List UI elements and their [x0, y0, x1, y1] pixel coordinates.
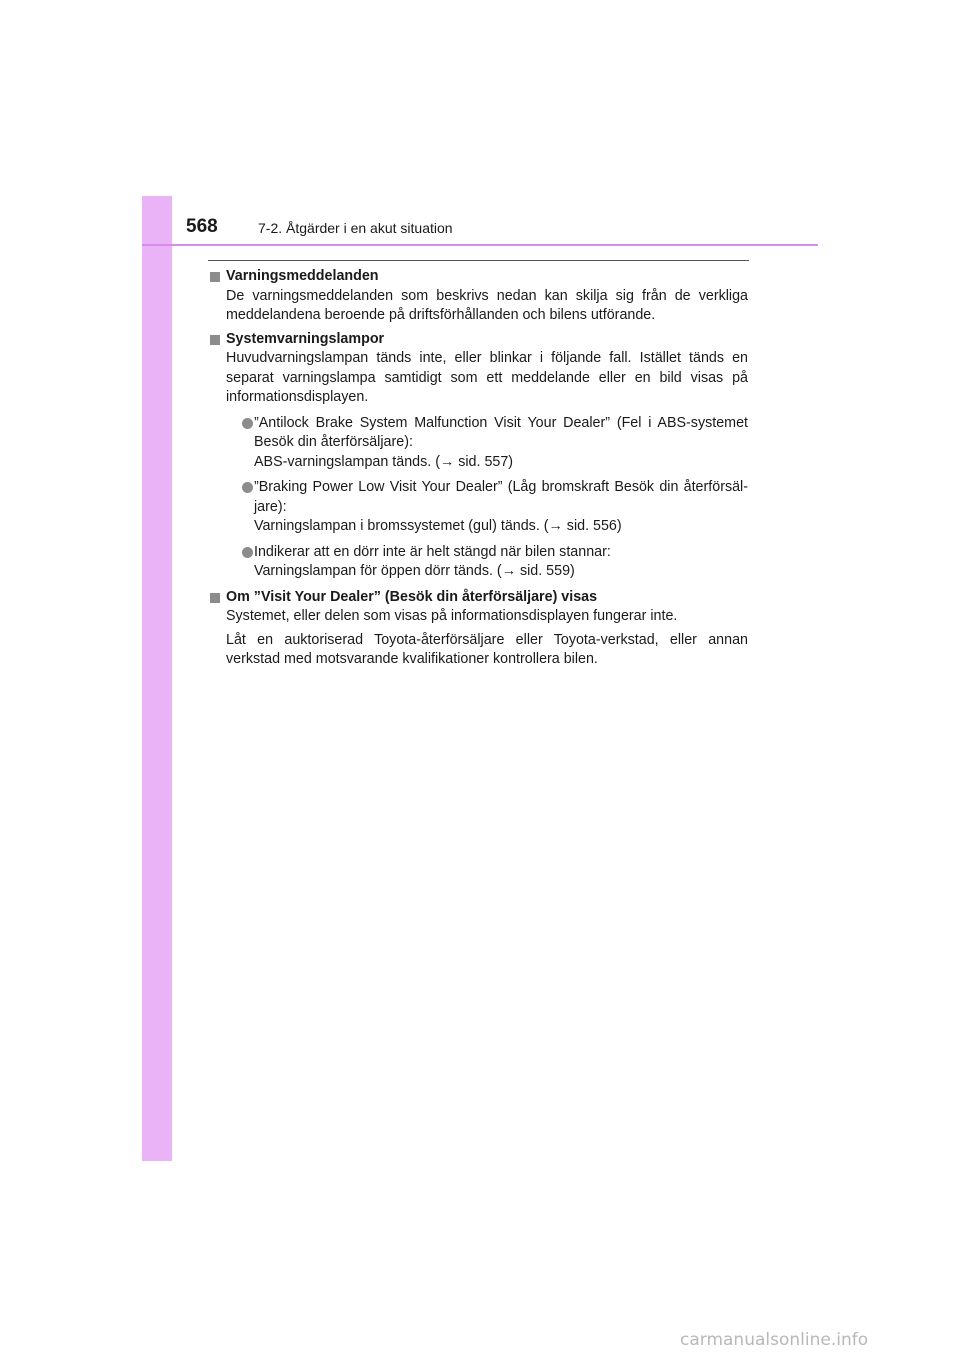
list-item-line: Indikerar att en dörr inte är helt stängd när bilen stannar:: [254, 543, 611, 560]
list-item: [226, 543, 748, 582]
section-systemvarningslampor: [210, 330, 748, 582]
section-heading: Varningsmeddelanden: [226, 268, 379, 284]
list-item: [226, 478, 748, 537]
content-divider: [208, 260, 749, 261]
section-title: 7-2. Åtgärder i en akut situation: [258, 220, 453, 236]
square-bullet-icon: [210, 335, 220, 345]
square-bullet-icon: [210, 593, 220, 603]
list-item-line: Varningslampan i bromssystemet (gul) tänds. (→ sid. 556): [254, 518, 622, 534]
section-paragraph: De varningsmeddelanden som beskrivs nedan kan skilja sig från de verkliga meddelandena beroende på driftsförhållanden och bilens utförande.: [226, 287, 748, 323]
circle-bullet-icon: [242, 418, 253, 429]
section-varningsmeddelanden: [210, 267, 748, 326]
section-paragraph: Huvudvarningslampan tänds inte, eller blinkar i följande fall. Istället tänds en separat varningslampa samtidigt som ett meddelande eller en bild visas på informationsdisplayen.: [226, 350, 748, 405]
list-item-line: ”Antilock Brake System Malfunction Visit Your Dealer” (Fel i ABS-systemet: [254, 414, 748, 431]
list-item: [226, 414, 748, 473]
list-item-line: Varningslampan för öppen dörr tänds. (→ sid. 559): [254, 563, 575, 579]
list-item-line: ”Braking Power Low Visit Your Dealer” (Låg bromskraft Besök din återförsäl-: [254, 479, 748, 495]
circle-bullet-icon: [242, 547, 253, 558]
circle-bullet-icon: [242, 482, 253, 493]
list-item-line: ABS-varningslampan tänds. (→ sid. 557): [254, 453, 514, 470]
list-item-line: jare):: [254, 498, 287, 515]
list-item-line: Besök din återförsäljare):: [254, 434, 413, 450]
section-paragraph: Låt en auktoriserad Toyota-återförsäljare eller Toyota-verkstad, eller annan verkstad med motsvarande kvalifikationer kontrollera bilen.: [226, 631, 748, 667]
page-number: 568: [186, 216, 218, 237]
page-content: [210, 267, 748, 674]
square-bullet-icon: [210, 272, 220, 282]
section-heading: Om ”Visit Your Dealer” (Besök din återförsäljare) visas: [226, 588, 598, 605]
chapter-side-tab: [142, 196, 172, 1161]
watermark: carmanualsonline.info: [680, 1330, 869, 1350]
section-paragraph: Systemet, eller delen som visas på informationsdisplayen fungerar inte.: [226, 608, 678, 624]
header-divider: [142, 244, 818, 246]
section-visit-your-dealer: [210, 588, 748, 670]
section-heading: Systemvarningslampor: [226, 330, 385, 347]
